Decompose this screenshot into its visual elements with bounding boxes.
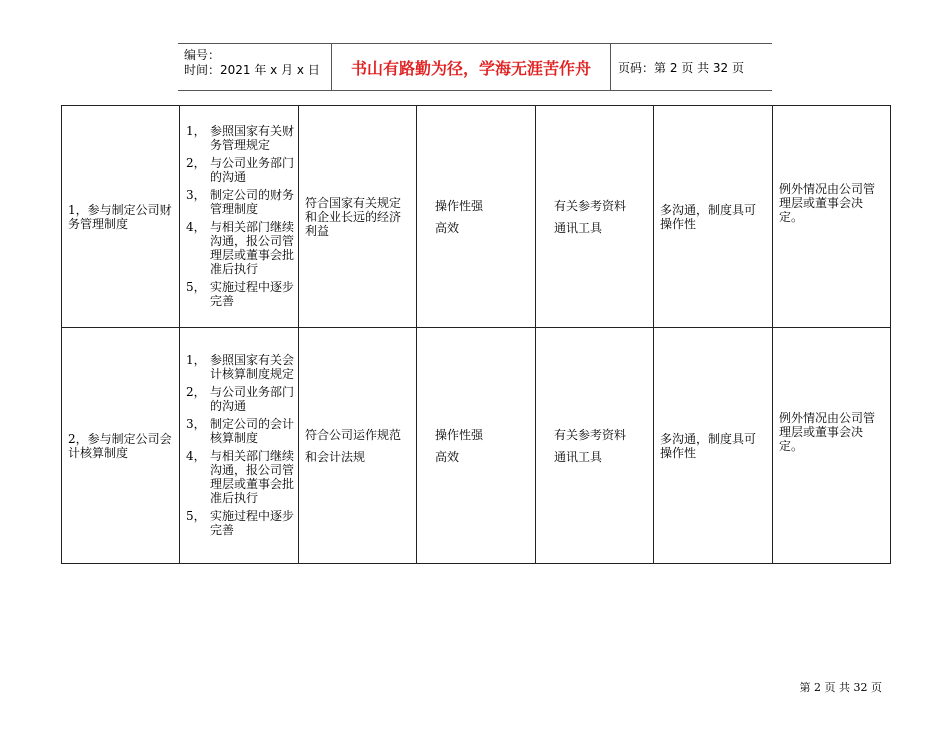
step-text: 与相关部门继续沟通，报公司管理层或董事会批准后执行 bbox=[210, 219, 295, 276]
duty-note bbox=[773, 328, 891, 564]
duty-difficulty: 多沟通，制度具可操作性 bbox=[654, 106, 773, 328]
step-number: 3， bbox=[186, 187, 206, 202]
note-text: 例外情况由公司管理层或董事会决定。 bbox=[779, 181, 876, 224]
step-item bbox=[186, 449, 294, 505]
doc-number-label: 编号： bbox=[184, 48, 221, 62]
header-meta bbox=[178, 44, 331, 90]
duty-resources bbox=[536, 328, 654, 564]
duty-standard bbox=[299, 328, 417, 564]
duty-quality bbox=[417, 328, 536, 564]
duty-item: 1，参与制定公司财务管理制度 bbox=[62, 106, 180, 328]
quality-line: 操作性强 bbox=[435, 427, 484, 442]
duty-note bbox=[773, 106, 891, 328]
step-item bbox=[186, 220, 294, 276]
quality-line: 高效 bbox=[435, 220, 460, 235]
header-page-info: 页码：第 2 页 共 32 页 bbox=[618, 60, 744, 75]
duty-difficulty: 多沟通，制度具可操作性 bbox=[654, 328, 773, 564]
step-number: 2， bbox=[186, 155, 206, 170]
step-item bbox=[186, 509, 294, 537]
quality-line: 操作性强 bbox=[435, 198, 484, 213]
step-item bbox=[186, 353, 294, 381]
resource-line: 有关参考资料 bbox=[554, 427, 627, 442]
step-text: 制定公司的财务管理制度 bbox=[210, 187, 295, 216]
duty-item: 2，参与制定公司会计核算制度 bbox=[62, 328, 180, 564]
duty-resources bbox=[536, 106, 654, 328]
resource-line: 通讯工具 bbox=[554, 449, 603, 464]
standard-text-second: 和会计法规 bbox=[305, 449, 366, 464]
step-number: 4， bbox=[186, 448, 206, 463]
step-text: 参照国家有关财务管理规定 bbox=[210, 123, 295, 152]
resource-line: 有关参考资料 bbox=[554, 198, 627, 213]
step-text: 制定公司的会计核算制度 bbox=[210, 416, 295, 445]
doc-time-label: 时间：2021 年 x 月 x 日 bbox=[184, 63, 320, 77]
duty-steps bbox=[180, 328, 299, 564]
step-number: 3， bbox=[186, 416, 206, 431]
step-item bbox=[186, 280, 294, 308]
standard-text: 符合公司运作规范 bbox=[305, 427, 402, 442]
standard-text: 符合国家有关规定和企业长远的经济利益 bbox=[305, 195, 402, 238]
step-text: 与公司业务部门的沟通 bbox=[210, 155, 295, 184]
step-number: 5， bbox=[186, 508, 206, 523]
step-number: 5， bbox=[186, 279, 206, 294]
step-text: 参照国家有关会计核算制度规定 bbox=[210, 352, 295, 381]
step-item bbox=[186, 156, 294, 184]
resource-line: 通讯工具 bbox=[554, 220, 603, 235]
note-text: 例外情况由公司管理层或董事会决定。 bbox=[779, 410, 876, 453]
duty-table bbox=[61, 105, 891, 564]
step-text: 实施过程中逐步完善 bbox=[210, 508, 295, 537]
step-item bbox=[186, 417, 294, 445]
step-item bbox=[186, 124, 294, 152]
duty-steps bbox=[180, 106, 299, 328]
step-number: 1， bbox=[186, 352, 206, 367]
step-text: 与公司业务部门的沟通 bbox=[210, 384, 295, 413]
header-slogan: 书山有路勤为径，学海无涯苦作舟 bbox=[331, 44, 611, 90]
duty-standard bbox=[299, 106, 417, 328]
table-row bbox=[62, 328, 891, 564]
step-text: 实施过程中逐步完善 bbox=[210, 279, 295, 308]
page-header bbox=[178, 43, 772, 91]
page-footer: 第 2 页 共 32 页 bbox=[799, 681, 882, 694]
table-row bbox=[62, 106, 891, 328]
step-number: 1， bbox=[186, 123, 206, 138]
step-item bbox=[186, 188, 294, 216]
step-text: 与相关部门继续沟通，报公司管理层或董事会批准后执行 bbox=[210, 448, 295, 505]
step-number: 4， bbox=[186, 219, 206, 234]
duty-quality bbox=[417, 106, 536, 328]
step-number: 2， bbox=[186, 384, 206, 399]
quality-line: 高效 bbox=[435, 449, 460, 464]
step-item bbox=[186, 385, 294, 413]
